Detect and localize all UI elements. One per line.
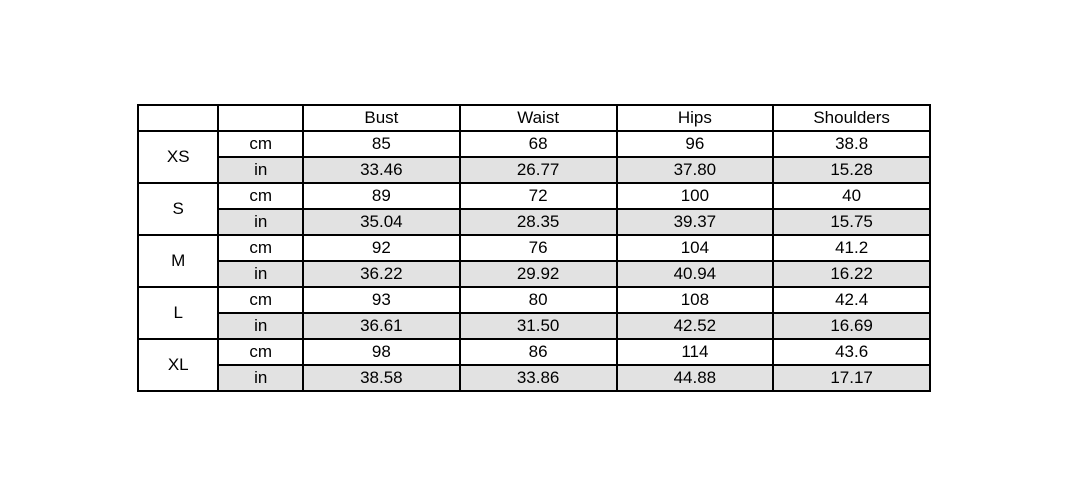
cell-xs-in-waist: 26.77 xyxy=(460,157,617,183)
cell-l-in-shoulders: 16.69 xyxy=(773,313,930,339)
table-row xyxy=(138,131,930,157)
size-chart-container xyxy=(137,104,931,392)
unit-label-in: in xyxy=(218,157,303,183)
cell-xl-in-bust: 38.58 xyxy=(303,365,460,391)
unit-label-in: in xyxy=(218,261,303,287)
cell-xs-in-shoulders: 15.28 xyxy=(773,157,930,183)
size-chart-table xyxy=(137,104,931,392)
cell-s-cm-hips: 100 xyxy=(617,183,774,209)
cell-l-cm-shoulders: 42.4 xyxy=(773,287,930,313)
cell-m-cm-waist: 76 xyxy=(460,235,617,261)
unit-label-in: in xyxy=(218,365,303,391)
size-label-l: L xyxy=(138,287,218,339)
cell-s-cm-bust: 89 xyxy=(303,183,460,209)
unit-label-cm: cm xyxy=(218,183,303,209)
header-size-blank xyxy=(138,105,218,131)
table-row xyxy=(138,183,930,209)
header-unit-blank xyxy=(218,105,303,131)
unit-label-in: in xyxy=(218,313,303,339)
cell-s-in-bust: 35.04 xyxy=(303,209,460,235)
cell-s-cm-waist: 72 xyxy=(460,183,617,209)
unit-label-cm: cm xyxy=(218,287,303,313)
cell-m-in-waist: 29.92 xyxy=(460,261,617,287)
cell-xl-cm-shoulders: 43.6 xyxy=(773,339,930,365)
cell-l-in-waist: 31.50 xyxy=(460,313,617,339)
size-label-xs: XS xyxy=(138,131,218,183)
column-header-shoulders: Shoulders xyxy=(773,105,930,131)
table-row xyxy=(138,209,930,235)
size-label-m: M xyxy=(138,235,218,287)
table-row xyxy=(138,339,930,365)
cell-s-cm-shoulders: 40 xyxy=(773,183,930,209)
cell-m-in-shoulders: 16.22 xyxy=(773,261,930,287)
column-header-hips: Hips xyxy=(617,105,774,131)
cell-l-in-bust: 36.61 xyxy=(303,313,460,339)
cell-xl-cm-bust: 98 xyxy=(303,339,460,365)
cell-s-in-waist: 28.35 xyxy=(460,209,617,235)
unit-label-cm: cm xyxy=(218,235,303,261)
table-row xyxy=(138,313,930,339)
table-row xyxy=(138,287,930,313)
cell-xs-cm-shoulders: 38.8 xyxy=(773,131,930,157)
table-row xyxy=(138,235,930,261)
cell-xs-in-bust: 33.46 xyxy=(303,157,460,183)
cell-m-cm-shoulders: 41.2 xyxy=(773,235,930,261)
cell-xl-in-waist: 33.86 xyxy=(460,365,617,391)
table-row xyxy=(138,365,930,391)
unit-label-cm: cm xyxy=(218,339,303,365)
cell-l-cm-waist: 80 xyxy=(460,287,617,313)
cell-m-in-bust: 36.22 xyxy=(303,261,460,287)
cell-xl-cm-hips: 114 xyxy=(617,339,774,365)
table-header xyxy=(138,105,930,131)
cell-xs-in-hips: 37.80 xyxy=(617,157,774,183)
column-header-waist: Waist xyxy=(460,105,617,131)
cell-xs-cm-hips: 96 xyxy=(617,131,774,157)
table-row xyxy=(138,261,930,287)
cell-l-cm-bust: 93 xyxy=(303,287,460,313)
cell-xs-cm-waist: 68 xyxy=(460,131,617,157)
cell-l-cm-hips: 108 xyxy=(617,287,774,313)
column-header-bust: Bust xyxy=(303,105,460,131)
cell-l-in-hips: 42.52 xyxy=(617,313,774,339)
cell-m-cm-hips: 104 xyxy=(617,235,774,261)
cell-xl-in-shoulders: 17.17 xyxy=(773,365,930,391)
cell-xl-cm-waist: 86 xyxy=(460,339,617,365)
cell-xl-in-hips: 44.88 xyxy=(617,365,774,391)
cell-s-in-hips: 39.37 xyxy=(617,209,774,235)
size-label-s: S xyxy=(138,183,218,235)
size-label-xl: XL xyxy=(138,339,218,391)
cell-m-in-hips: 40.94 xyxy=(617,261,774,287)
cell-m-cm-bust: 92 xyxy=(303,235,460,261)
table-row xyxy=(138,157,930,183)
cell-xs-cm-bust: 85 xyxy=(303,131,460,157)
cell-s-in-shoulders: 15.75 xyxy=(773,209,930,235)
unit-label-in: in xyxy=(218,209,303,235)
table-body xyxy=(138,131,930,391)
unit-label-cm: cm xyxy=(218,131,303,157)
header-row xyxy=(138,105,930,131)
